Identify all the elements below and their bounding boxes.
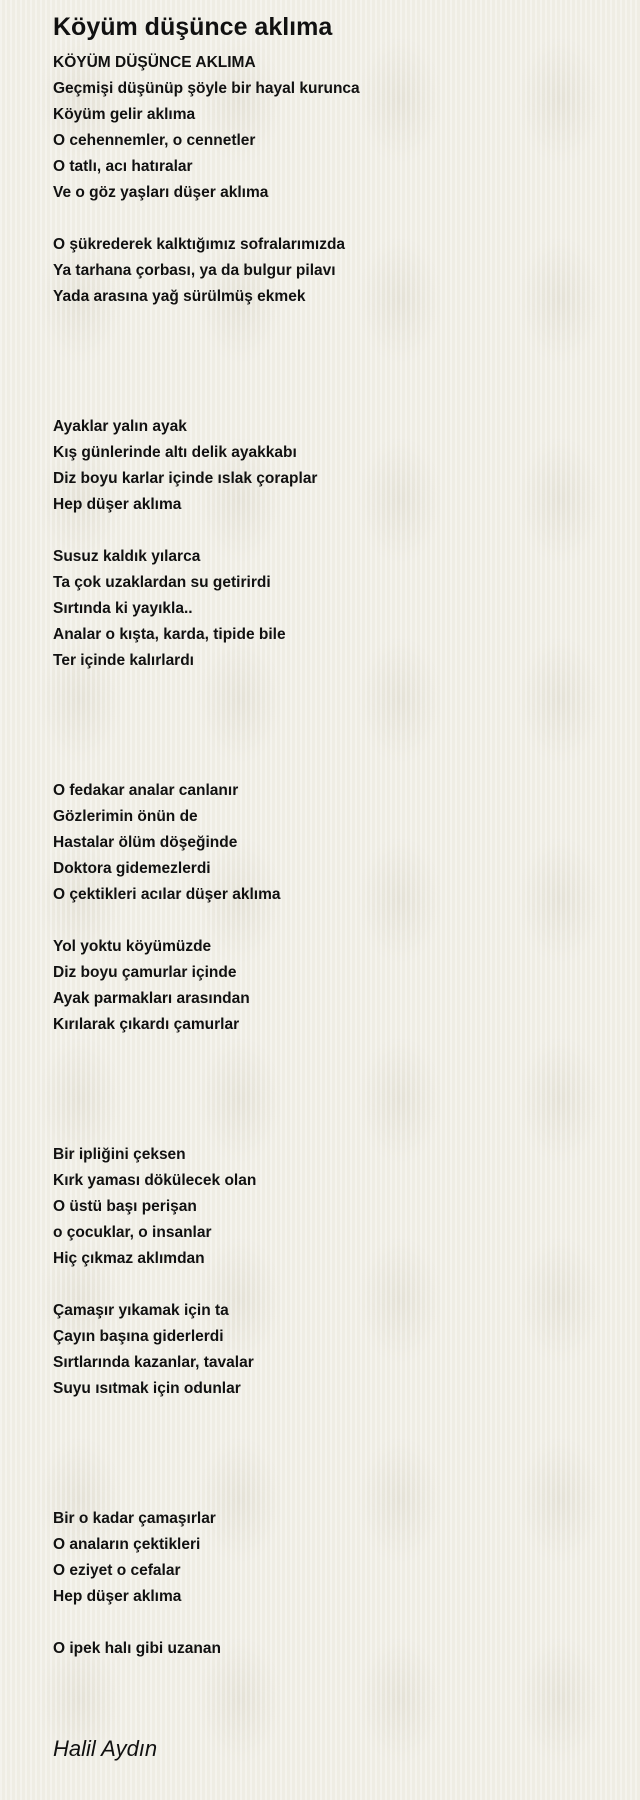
poem-line [53,336,613,362]
poem-line: Köyüm gelir aklıma [53,106,196,123]
poem-line [53,726,613,752]
poem-line: Kış günlerinde altı delik ayakkabı [53,444,297,461]
poem-line: Hastalar ölüm döşeğinde [53,834,238,851]
poem-page [53,10,613,1662]
poem-line: o çocuklar, o insanlar [53,1224,212,1241]
poem-line [53,908,613,934]
poem-line [53,1454,613,1480]
poem-line [53,1402,613,1428]
poem-line [53,362,613,388]
poem-line: Yol yoktu köyümüzde [53,938,212,955]
poem-line [53,1610,613,1636]
poem-line: Ve o göz yaşları düşer aklıma [53,184,269,201]
poem-line [53,1090,613,1116]
poem-line: Diz boyu karlar içinde ıslak çoraplar [53,470,318,487]
poem-line: Suyu ısıtmak için odunlar [53,1380,241,1397]
poem-line [53,1064,613,1090]
poem-line: Ter içinde kalırlardı [53,652,194,669]
poem-line: O çektikleri acılar düşer aklıma [53,886,281,903]
poem-line [53,310,613,336]
poem-line: Sırtlarında kazanlar, tavalar [53,1354,254,1371]
poem-author: Halil Aydın [53,1736,158,1761]
poem-line [53,1038,613,1064]
poem-line: Bir ipliğini çeksen [53,1146,186,1163]
poem-line: Hep düşer aklıma [53,1588,182,1605]
poem-line: Geçmişi düşünüp şöyle bir hayal kurunca [53,80,360,97]
poem-line: Analar o kışta, karda, tipide bile [53,626,286,643]
poem-line [53,752,613,778]
poem-line: O anaların çektikleri [53,1536,201,1553]
poem-line: Ayak parmakları arasından [53,990,250,1007]
poem-line [53,1428,613,1454]
poem-line: O cehennemler, o cennetler [53,132,256,149]
poem-line: O fedakar analar canlanır [53,782,239,799]
poem-line: Susuz kaldık yılarca [53,548,201,565]
poem-line: Sırtında ki yayıkla.. [53,600,193,617]
poem-line: Diz boyu çamurlar içinde [53,964,237,981]
poem-line [53,388,613,414]
poem-line: Hep düşer aklıma [53,496,182,513]
poem-line: KÖYÜM DÜŞÜNCE AKLIMA [53,54,256,71]
poem-line: Çayın başına giderlerdi [53,1328,224,1345]
poem-line: O ipek halı gibi uzanan [53,1640,221,1657]
poem-line: Ya tarhana çorbası, ya da bulgur pilavı [53,262,336,279]
poem-line [53,700,613,726]
poem-line: O şükrederek kalktığımız sofralarımızda [53,236,346,253]
poem-line [53,518,613,544]
poem-line: Doktora gidemezlerdi [53,860,211,877]
poem-line: Ta çok uzaklardan su getirirdi [53,574,271,591]
poem-title: Köyüm düşünce aklıma [53,13,333,41]
poem-body [53,50,613,1662]
poem-line: Kırılarak çıkardı çamurlar [53,1016,240,1033]
poem-line: Çamaşır yıkamak için ta [53,1302,229,1319]
poem-line: O eziyet o cefalar [53,1562,181,1579]
poem-line: O üstü başı perişan [53,1198,197,1215]
poem-line: O tatlı, acı hatıralar [53,158,193,175]
poem-line [53,206,613,232]
poem-line [53,1480,613,1506]
poem-line: Ayaklar yalın ayak [53,418,187,435]
poem-line: Gözlerimin önün de [53,808,198,825]
poem-line: Hiç çıkmaz aklımdan [53,1250,205,1267]
poem-line [53,1272,613,1298]
poem-line [53,674,613,700]
poem-line: Bir o kadar çamaşırlar [53,1510,216,1527]
poem-line [53,1116,613,1142]
poem-line: Kırk yaması dökülecek olan [53,1172,257,1189]
poem-line: Yada arasına yağ sürülmüş ekmek [53,288,306,305]
